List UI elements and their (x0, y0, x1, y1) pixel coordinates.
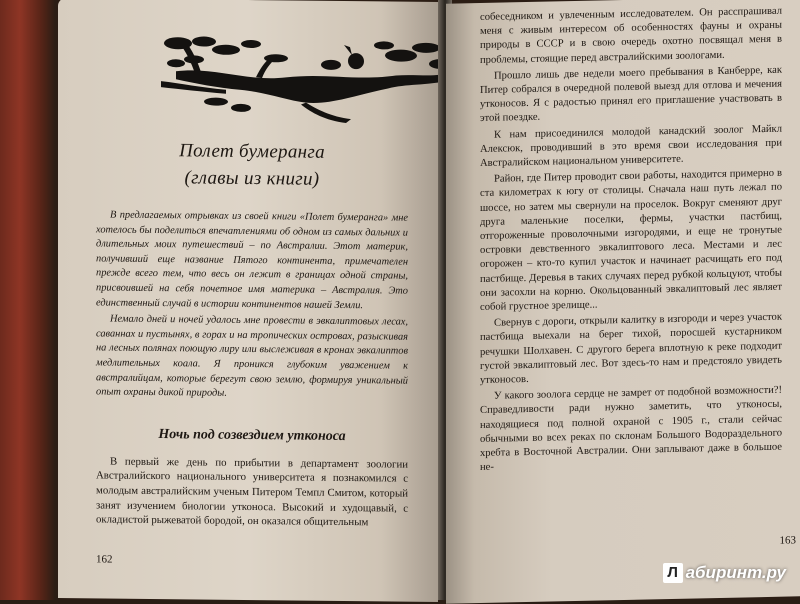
right-paragraph-6: У какого зоолога сердце не замрет от подобной возможности?! Справедливости ради нужно заметить, что утконосы, находящиеся под полной охраной с 1905 г., стали сейчас обычными во всех реках по склонам Большого Водораздельного хребта в Восточной Австралии. Они заплывают даже в большое не- (480, 384, 782, 474)
page-number-left: 162 (96, 553, 113, 566)
chapter-title-line1: Полет бумеранга (179, 140, 325, 163)
right-page (446, 0, 800, 604)
labirint-watermark (663, 560, 786, 586)
section-subtitle: Ночь под созвездием утконоса (158, 426, 346, 444)
watermark-text: абиринт.ру (685, 563, 786, 582)
page-number-right: 163 (779, 534, 796, 547)
right-paragraph-1: собеседником и увлеченным исследователем. Он расспрашивал меня с живым интересом об особенностях фауны и охраны природы в СССР и в свою очередь охотно посвящал меня в проблемы, стоящие перед австралийскими зоологами. (480, 5, 782, 66)
intro-paragraph-2: Немало дней и ночей удалось мне провести в эвкалиптовых лесах, саваннах и пустынях, в горах и на тропических островах, разыскивая на лесных полянах поющую лиру или выслеживая в кронах эвкалиптов медлительных коала. Я проникся глубоким уважением к австралийцам, которые берегут свою землю, формируя уникальный опыт охраны дикой природы. (96, 313, 408, 399)
intro-paragraph-1: В предлагаемых отрывках из своей книги «Полет бумеранга» мне хотелось бы поделиться впечатлениями об одном из самых дальних и длительных моих путешествий – по Австралии. Этот материк, получивший еще название Пятого континента, примечателен прежде всего тем, что весь он лежит в границах одной страны, присвоившей на себя почетное имя материка – Австралия. Это единственный случай в истории континентов нашей Земли. (96, 209, 408, 311)
right-paragraph-4: Район, где Питер проводит свои работы, находится примерно в ста километрах к югу от столицы. Сначала наш путь лежал по шоссе, но затем мы свернули на проселок. Вокруг сменяют друг друга маленькие поселки, фермы, участки пастбищ, отгороженные проволочными изгородями, и еще не тронутые островки девственного эвкалиптового леса. Местами и лес огорожен – кто-то купил участок и начинает расчищать его под пастбище. Деревья в таких случаях перед рубкой кольцуют, чтобы они засохли на корню. Окольцованный эвкалиптовый лес являет собой грустное зрелище... (480, 167, 782, 314)
body-paragraph-1: В первый же день по прибытии в департамент зоологии Австралийского национального университета я познакомился с молодым австралийским ученым Питером Темпл Смитом, который занят изучением биологии утконоса. Высокий и худощавый, с окладистой рыжеватой бородой, он оказался общительным (96, 455, 408, 529)
right-paragraph-5: Свернув с дороги, открыли калитку в изгороди и через участок пастбища выехали на берег тихой, поросшей кустарником речушки Шолхавен. С другого берега вплотную к реке подходит густой эвкалиптовый лес. Вот здесь-то нам и предстояло увидеть утконосов. (480, 311, 782, 387)
chapter-title (96, 136, 408, 193)
right-paragraph-2: Прошло лишь две недели моего пребывания в Канберре, как Питер собрался в очередной полевой выезд для отлова и мечения утконосов. Я с радостью принял его приглашение участвовать в этой поездке. (480, 64, 782, 125)
left-page (58, 0, 438, 602)
right-paragraph-3: К нам присоединился молодой канадский зоолог Майкл Алексюк, проводивший в это время свои исследования при Австралийском национальном университете. (480, 123, 782, 170)
chapter-title-line2: (главы из книги) (184, 167, 320, 190)
tree-branch-ornament (156, 31, 456, 124)
watermark-badge: Л (663, 563, 683, 583)
